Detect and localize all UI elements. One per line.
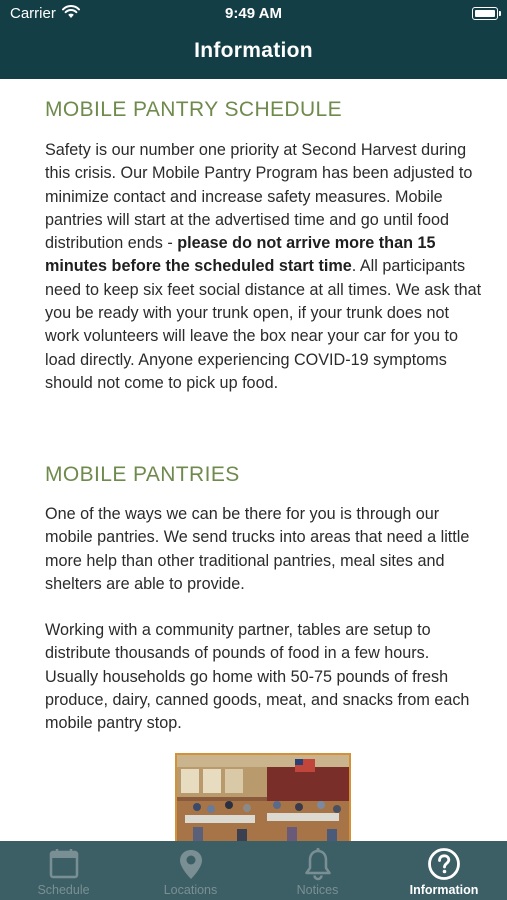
tab-information[interactable] xyxy=(381,841,507,900)
bell-icon xyxy=(301,847,335,881)
section-heading-mobile-pantries: MOBILE PANTRIES xyxy=(45,463,240,486)
clock: 9:49 AM xyxy=(225,5,282,22)
information-scroll-content[interactable] xyxy=(0,79,507,841)
schedule-text-start: Safety is our number one priority at Second Harvest during this crisis. Our Mobile Pantry Program has been adjusted to minimize contact and increase safety measures. Mobile pantries will start at the advertised time and go until food distribution ends - xyxy=(45,141,473,253)
carrier-label: Carrier xyxy=(10,5,56,22)
tab-bar xyxy=(0,841,507,900)
page-title: Information xyxy=(194,39,313,62)
mobile-pantry-photo xyxy=(175,753,351,841)
tab-schedule[interactable] xyxy=(0,841,127,900)
map-pin-icon xyxy=(174,847,208,881)
calendar-icon xyxy=(47,847,81,881)
navigation-header xyxy=(0,0,507,79)
section-heading-schedule: MOBILE PANTRY SCHEDULE xyxy=(45,98,343,121)
tab-notices-label: Notices xyxy=(296,883,339,897)
tab-schedule-label: Schedule xyxy=(37,883,90,897)
status-bar xyxy=(0,0,507,28)
schedule-text-bold: please do not arrive more than 15 minutes before the scheduled start time xyxy=(45,234,436,276)
tab-locations[interactable] xyxy=(127,841,254,900)
tab-locations-label: Locations xyxy=(163,883,218,897)
schedule-text-end: . All participants need to keep six feet social distance at all times. We ask that you be ready with your trunk open, if your trunk does not work volunteers will leave the box near your car for you to load directly. Anyone experiencing COVID-19 symptoms should not come to pick up food. xyxy=(45,257,482,392)
schedule-paragraph xyxy=(45,139,485,395)
tab-notices[interactable] xyxy=(254,841,381,900)
mobile-pantries-paragraph-1: One of the ways we can be there for you is through our mobile pantries. We send trucks into areas that need a little more help than other traditional pantries, meal sites and shelters are able to provide. xyxy=(45,505,470,593)
question-circle-icon xyxy=(427,847,461,881)
battery-icon xyxy=(472,7,498,20)
mobile-pantries-paragraph-2: Working with a community partner, tables are setup to distribute thousands of pounds of food in a few hours. Usually households go home with 50-75 pounds of fresh produce, dairy, canned goods, meat, and snacks from each mobile pantry stop. xyxy=(45,621,470,733)
tab-information-label: Information xyxy=(409,883,479,897)
